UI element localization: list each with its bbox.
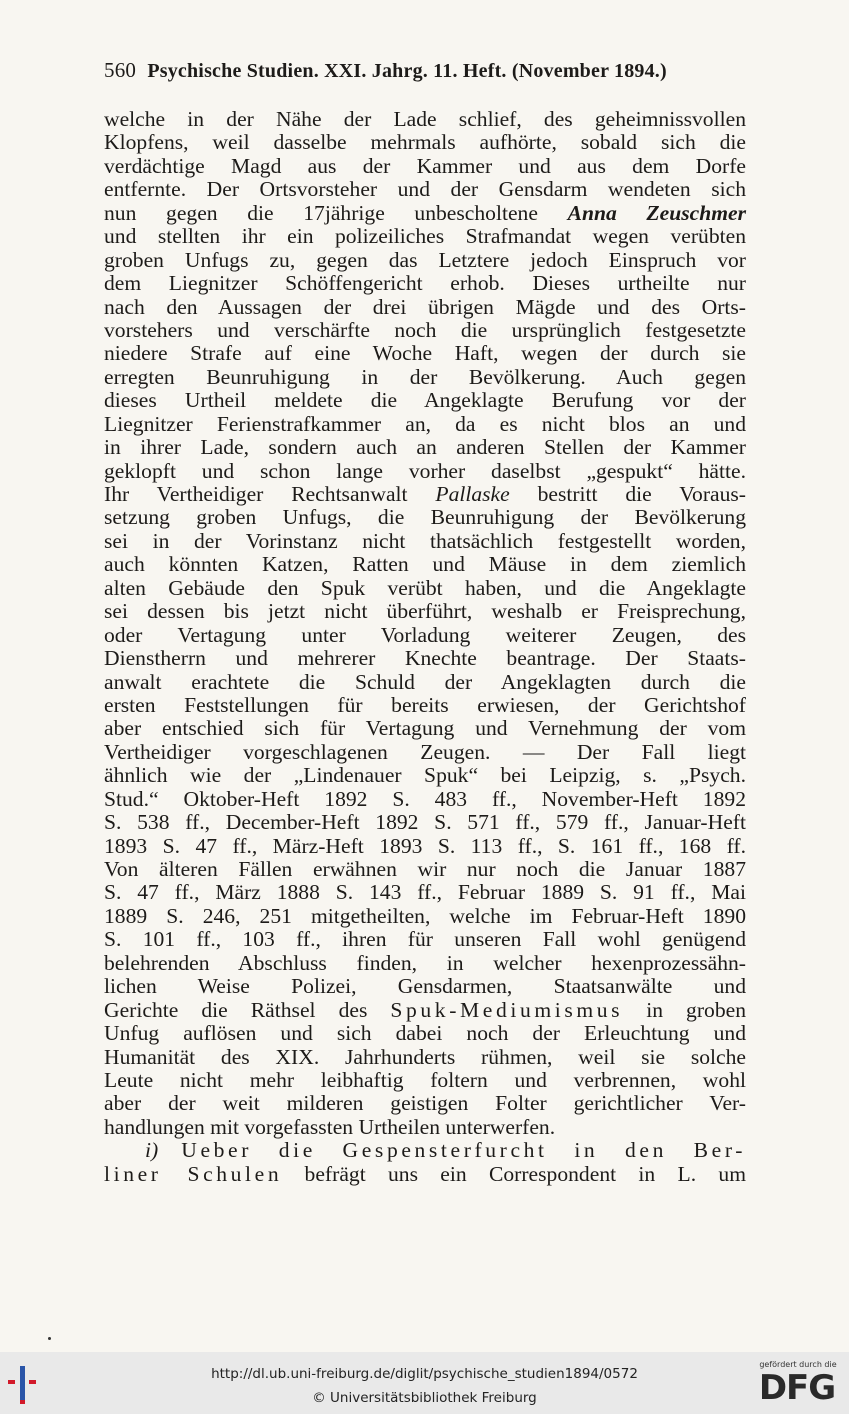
text-line: liner Schulen befrägt uns ein Correspondent in L. um xyxy=(104,1161,746,1186)
text-line: S. 538 ff., December-Heft 1892 S. 571 ff., 579 ff., Januar-Heft xyxy=(104,810,746,835)
text-line: belehrenden Abschluss finden, in welcher hexenprozessähn- xyxy=(104,950,746,975)
page-number: 560 xyxy=(104,58,137,82)
running-header xyxy=(104,58,744,83)
dfg-caption: gefördert durch die xyxy=(759,1360,837,1369)
text-line: Gerichte die Räthsel des Spuk-Mediumismus in groben xyxy=(104,997,746,1022)
text-line: geklopft und schon lange vorher daselbst „gespukt“ hätte. xyxy=(104,458,746,483)
text-line: aber entschied sich für Vertagung und Vernehmung der vom xyxy=(104,716,746,741)
text-line: S. 47 ff., März 1888 S. 143 ff., Februar 1889 S. 91 ff., Mai xyxy=(104,880,746,905)
spaced-term: Spuk-Mediumismus xyxy=(390,997,624,1022)
text-line: handlungen mit vorgefassten Urtheilen unterwerfen. xyxy=(104,1114,556,1139)
text-line: Leute nicht mehr leibhaftig foltern und verbrennen, wohl xyxy=(104,1067,746,1092)
copyright-notice: © Universitätsbibliothek Freiburg xyxy=(312,1390,537,1406)
text-line: vorstehers und verschärfte noch die ursprünglich festgesetzte xyxy=(104,317,746,342)
person-name: Pallaske xyxy=(435,482,510,506)
text-line: Stud.“ Oktober-Heft 1892 S. 483 ff., November-Heft 1892 xyxy=(104,786,746,811)
scan-speck xyxy=(48,1337,51,1340)
text-line: aber der weit milderen geistigen Folter gerichtlicher Ver- xyxy=(104,1091,746,1116)
text-line: nach den Aussagen der drei übrigen Mägde und des Orts- xyxy=(104,294,746,319)
body-text xyxy=(104,108,746,1186)
running-title: Psychische Studien. XXI. Jahrg. 11. Heft. (November 1894.) xyxy=(147,60,667,82)
text-line: Liegnitzer Ferienstrafkammer an, da es nicht blos an und xyxy=(104,411,746,436)
text-line: Humanität des XIX. Jahrhunderts rühmen, weil sie solche xyxy=(104,1044,746,1069)
viewer-footer xyxy=(0,1352,849,1414)
text-line: S. 101 ff., 103 ff., ihren für unseren Fall wohl genügend xyxy=(104,927,746,952)
text-line: ähnlich wie der „Lindenauer Spuk“ bei Leipzig, s. „Psych. xyxy=(104,763,746,788)
text-line: in ihrer Lade, sondern auch an anderen Stellen der Kammer xyxy=(104,435,746,460)
text-line: Unfug auflösen und sich dabei noch der Erleuchtung und xyxy=(104,1021,746,1046)
text-line: und stellten ihr ein polizeiliches Strafmandat wegen verübten xyxy=(104,224,746,249)
text-line: auch könnten Katzen, Ratten und Mäuse in dem ziemlich xyxy=(104,552,746,577)
person-name: Anna Zeuschmer xyxy=(567,200,746,225)
dfg-logo: DFG xyxy=(758,1368,836,1408)
text-line: 1893 S. 47 ff., März-Heft 1893 S. 113 ff., S. 161 ff., 168 ff. xyxy=(104,833,746,858)
text-line: oder Vertagung unter Vorladung weiterer Zeugen, des xyxy=(104,622,746,647)
text-line: lichen Weise Polizei, Gensdarmen, Staatsanwälte und xyxy=(104,974,746,999)
text-line: ersten Feststellungen für bereits erwiesen, der Gerichtshof xyxy=(104,692,746,717)
text-line: nun gegen die 17jährige unbescholtene Anna Zeuschmer xyxy=(104,200,746,225)
text-line: welche in der Nähe der Lade schlief, des geheimnissvollen xyxy=(104,107,746,131)
source-url-link[interactable]: http://dl.ub.uni-freiburg.de/diglit/psychische_studien1894/0572 xyxy=(211,1366,638,1382)
text-line: Ihr Vertheidiger Rechtsanwalt Pallaske bestritt die Voraus- xyxy=(104,482,746,506)
text-line: entfernte. Der Ortsvorsteher und der Gensdarm wendeten sich xyxy=(104,177,746,202)
text-line: niedere Strafe auf eine Woche Haft, wegen der durch sie xyxy=(104,341,746,366)
text-line: dieses Urtheil meldete die Angeklagte Berufung vor der xyxy=(104,388,746,413)
spaced-heading: Ueber die Gespensterfurcht in den Ber- xyxy=(181,1138,746,1163)
text-line: sei dessen bis jetzt nicht überführt, weshalb er Freisprechung, xyxy=(104,599,746,624)
spaced-heading: liner Schulen xyxy=(104,1161,283,1186)
text-line: Klopfens, weil dasselbe mehrmals aufhörte, sobald sich die xyxy=(104,130,746,155)
text-line: erregten Beunruhigung in der Bevölkerung. Auch gegen xyxy=(104,364,746,389)
text-line: dem Liegnitzer Schöffengericht erhob. Dieses urtheilte nur xyxy=(104,271,746,296)
text-line: Von älteren Fällen erwähnen wir nur noch die Januar 1887 xyxy=(104,857,746,881)
text-line: 1889 S. 246, 251 mitgetheilten, welche im Februar-Heft 1890 xyxy=(104,903,746,928)
text-line: setzung groben Unfugs, die Beunruhigung der Bevölkerung xyxy=(104,505,746,530)
text-line: Vertheidiger vorgeschlagenen Zeugen. — Der Fall liegt xyxy=(104,739,746,764)
section-marker: i) xyxy=(145,1138,159,1163)
text-line: anwalt erachtete die Schuld der Angeklagten durch die xyxy=(104,669,746,694)
text-line: verdächtige Magd aus der Kammer und aus dem Dorfe xyxy=(104,153,746,178)
text-line xyxy=(104,1139,746,1162)
text-line: alten Gebäude den Spuk verübt haben, und die Angeklagte xyxy=(104,575,746,600)
text-line: groben Unfugs zu, gegen das Letztere jedoch Einspruch vor xyxy=(104,247,746,272)
text-line: sei in der Vorinstanz nicht thatsächlich festgestellt worden, xyxy=(104,528,746,553)
text-line: Dienstherrn und mehrerer Knechte beantrage. Der Staats- xyxy=(104,646,746,671)
